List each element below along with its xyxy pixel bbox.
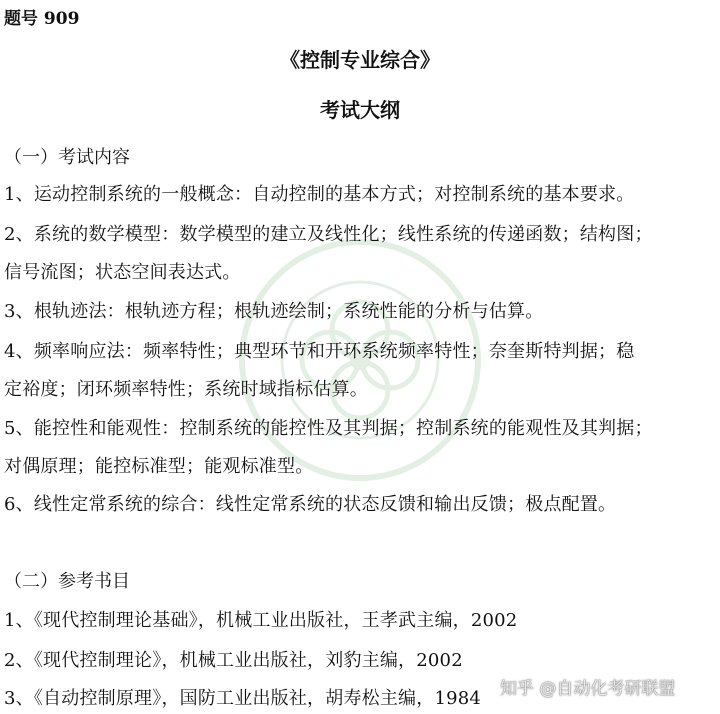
book-line: 1、《现代控制理论基础》，机械工业出版社，王孝武主编，2002: [4, 610, 518, 631]
content-line: 对偶原理；能控标准型；能观标准型。: [4, 456, 314, 477]
content-line: 2、系统的数学模型：数学模型的建立及线性化；线性系统的传递函数；结构图；: [4, 224, 653, 245]
content-line: 定裕度；闭环频率特性；系统时域指标估算。: [4, 379, 368, 400]
book-line: 2、《现代控制理论》，机械工业出版社，刘豹主编，2002: [4, 650, 463, 671]
exam-code: 题号 909: [4, 9, 80, 29]
content-line: 信号流图；状态空间表达式。: [4, 262, 241, 283]
content-line: 3、根轨迹法：根轨迹方程；根轨迹绘制；系统性能的分析与估算。: [4, 301, 544, 322]
content-line: 6、线性定常系统的综合：线性定常系统的状态反馈和输出反馈；极点配置。: [4, 494, 617, 515]
book-line: 3、《自动控制原理》，国防工业出版社，胡寿松主编，1984: [4, 688, 482, 709]
page-subtitle: 考试大纲: [320, 98, 400, 122]
section-heading-books: （二）参考书目: [4, 571, 130, 592]
content-line: 5、能控性和能观性：控制系统的能控性及其判据；控制系统的能观性及其判据；: [4, 418, 653, 439]
zhihu-watermark: 知乎 @自动化考研联盟: [500, 679, 676, 699]
page-title: 《控制专业综合》: [280, 48, 440, 72]
content-line: 4、频率响应法：频率特性；典型环节和开环系统频率特性；奈奎斯特判据；稳: [4, 341, 635, 362]
section-heading-content: （一）考试内容: [4, 147, 130, 168]
content-line: 1、运动控制系统的一般概念：自动控制的基本方式；对控制系统的基本要求。: [4, 184, 635, 205]
